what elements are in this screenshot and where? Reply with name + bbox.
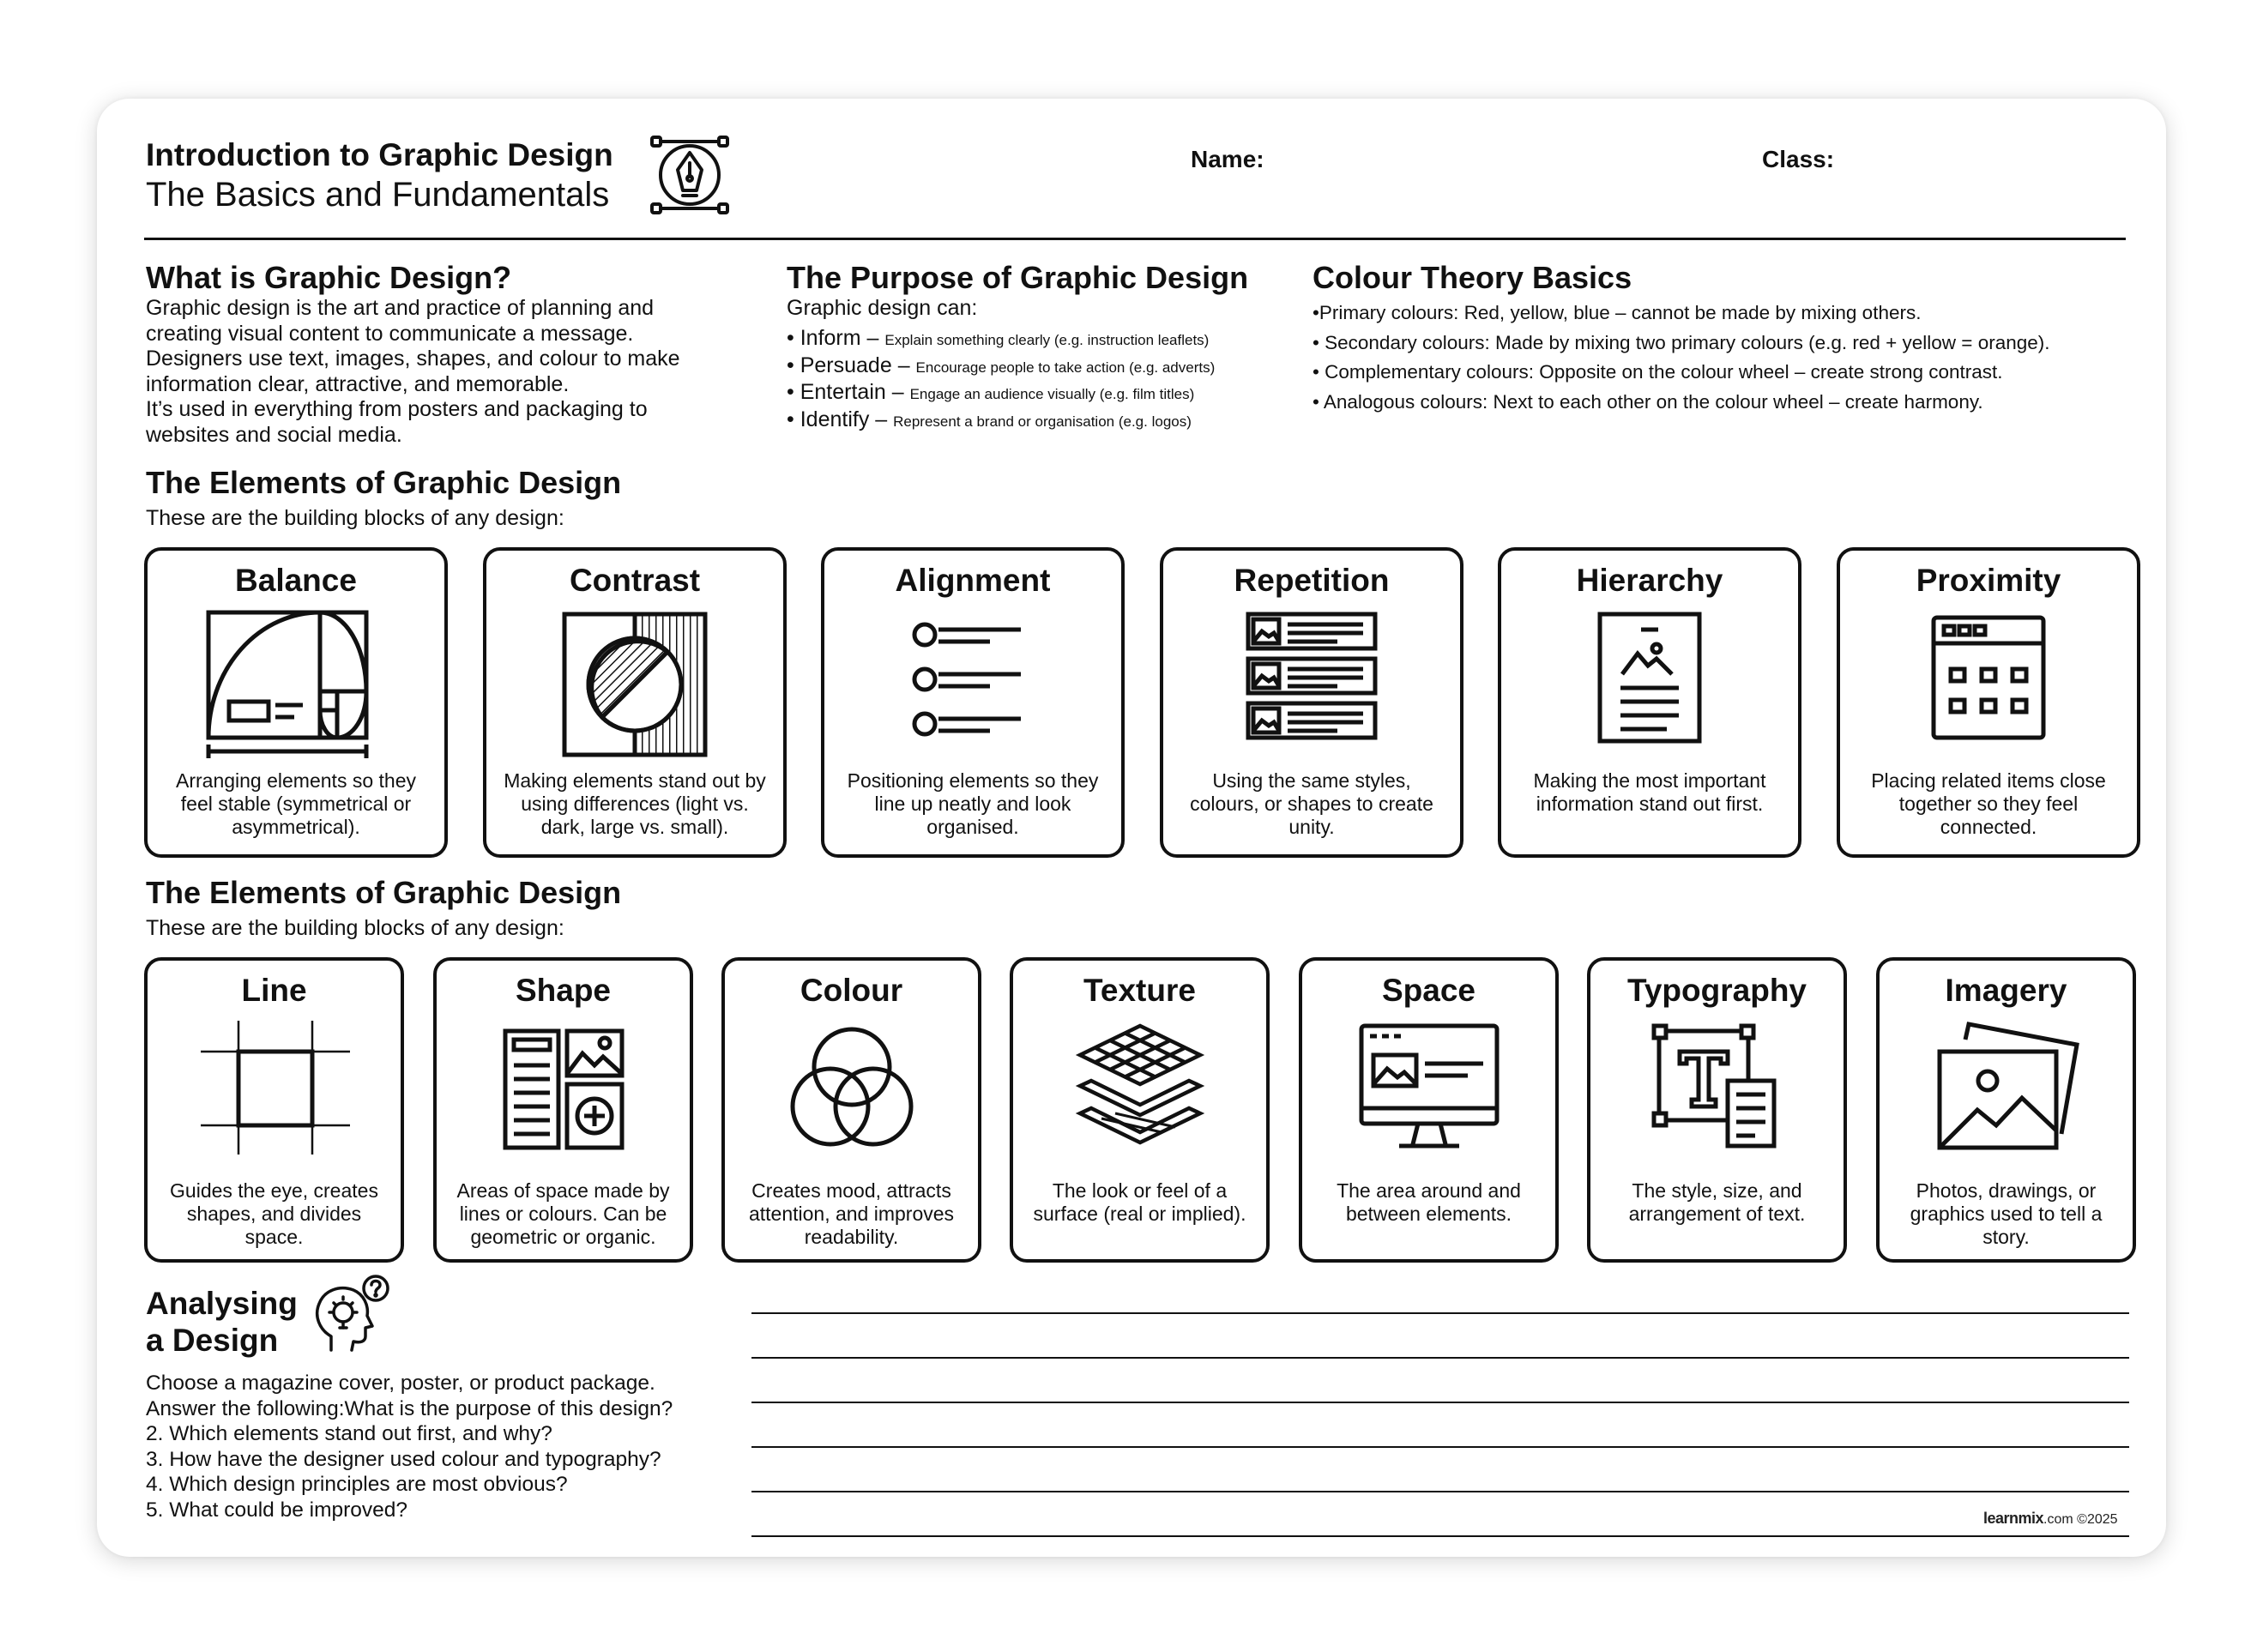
what-is-line: Designers use text, images, shapes, and colour to make [146,347,680,371]
card-description: Arranging elements so they feel stable (symmetrical or asymmetrical). [176,769,416,838]
card-description: Creates mood, attracts attention, and improves readability. [748,1179,955,1248]
card-title: Colour [800,973,903,1008]
card-description: Making the most important information stand out first. [1533,769,1766,815]
what-is-line: It’s used in everything from posters and packaging to [146,397,648,421]
repeat-cards-icon [1243,609,1380,746]
card-title: Hierarchy [1576,563,1723,598]
card-description: Photos, drawings, or graphics used to tell a story. [1910,1179,2103,1248]
principle-card-repetition [1160,547,1463,858]
colour-theory-list [1313,298,2050,417]
elements-subheading: These are the building blocks of any design: [146,916,564,940]
element-card-texture [1010,957,1270,1263]
colour-theory-heading: Colour Theory Basics [1313,260,1632,295]
element-card-line [144,957,404,1263]
answer-line[interactable] [751,1446,2129,1448]
analysis-question: Answer the following:What is the purpose of this design? [146,1396,673,1420]
element-card-shape [433,957,693,1263]
card-title: Contrast [569,563,701,598]
analysis-question: 4. Which design principles are most obvious? [146,1473,568,1496]
card-title: Texture [1083,973,1196,1008]
photos-icon [1931,1019,2082,1156]
pen-nib-icon [649,134,731,216]
line-square-icon [199,1019,350,1156]
card-title: Imagery [1945,973,2067,1008]
answer-line[interactable] [751,1312,2129,1314]
principle-card-alignment [821,547,1125,858]
header-divider [144,238,2126,240]
principle-card-hierarchy [1498,547,1801,858]
analysis-questions [146,1371,673,1522]
purpose-item: • Inform – Explain something clearly (e.g. instruction leaflets) [787,326,1210,350]
principle-card-contrast [483,547,787,858]
answer-line[interactable] [751,1491,2129,1492]
card-title: Shape [515,973,612,1008]
purpose-heading: The Purpose of Graphic Design [787,260,1249,295]
purpose-intro: Graphic design can: [787,296,978,320]
element-card-imagery [1876,957,2136,1263]
name-field-label: Name: [1191,146,1264,172]
what-is-line: Graphic design is the art and practice of planning and [146,296,655,320]
element-card-space [1299,957,1559,1263]
texture-layers-icon [1067,1019,1213,1156]
card-description: Guides the eye, creates shapes, and divides space. [170,1179,378,1248]
card-title: Balance [235,563,357,598]
answer-line[interactable] [751,1535,2129,1537]
card-description: Using the same styles, colours, or shapes to create unity. [1190,769,1433,838]
typography-icon [1649,1019,1786,1156]
purpose-list [787,326,1215,434]
purpose-item: • Entertain – Engage an audience visually (e.g. film titles) [787,380,1195,404]
card-description: Positioning elements so they line up neatly and look organised. [847,769,1099,838]
card-title: Alignment [895,563,1051,598]
colour-theory-item: • Complementary colours: Opposite on the colour wheel – create strong contrast. [1313,361,2003,383]
class-field-label: Class: [1762,146,1835,172]
card-title: Space [1381,973,1475,1008]
card-description: The area around and between elements. [1337,1179,1521,1225]
contrast-icon [559,609,710,760]
analysis-question: 3. How have the designer used colour and typography? [146,1447,661,1471]
grid-layout-icon [1920,609,2057,746]
element-card-colour [721,957,981,1263]
golden-ratio-icon [193,609,399,760]
card-title: Line [241,973,307,1008]
element-card-typography [1587,957,1847,1263]
principles-heading: The Elements of Graphic Design [146,465,622,500]
worksheet-subtitle: The Basics and Fundamentals [146,176,610,214]
what-is-line: creating visual content to communicate a message. [146,321,634,346]
document-hierarchy-icon [1581,609,1718,746]
card-description: Areas of space made by lines or colours. Can be geometric or organic. [456,1179,670,1248]
thinking-head-icon [309,1273,391,1355]
elements-heading: The Elements of Graphic Design [146,875,622,910]
purpose-item: • Persuade – Encourage people to take action (e.g. adverts) [787,353,1216,377]
colour-theory-item: • Analogous colours: Next to each other on the colour wheel – create harmony. [1313,390,1983,413]
what-is-line: websites and social media. [146,422,402,447]
answer-line[interactable] [751,1402,2129,1403]
card-description: Making elements stand out by using differences (light vs. dark, large vs. small). [504,769,766,838]
footer-brand: learnmix.com ©2025 [1983,1510,2118,1527]
purpose-item: • Identify – Represent a brand or organisation (e.g. logos) [787,407,1192,431]
analysis-question: Choose a magazine cover, poster, or product package. [146,1372,655,1395]
shapes-layout-icon [495,1019,632,1156]
principle-card-proximity [1837,547,2140,858]
colour-theory-item: •Primary colours: Red, yellow, blue – cannot be made by mixing others. [1313,302,1922,323]
principle-card-balance [144,547,448,858]
card-description: The look or feel of a surface (real or implied). [1033,1179,1246,1225]
analysis-heading: Analysing a Design [146,1286,298,1358]
analysis-question: 5. What could be improved? [146,1498,408,1522]
analysis-question: 2. Which elements stand out first, and why? [146,1422,552,1445]
what-is-body [146,296,763,448]
card-description: The style, size, and arrangement of text. [1628,1179,1806,1225]
what-is-line: information clear, attractive, and memorable. [146,371,570,396]
colour-circles-icon [779,1019,925,1156]
principles-subheading: These are the building blocks of any design: [146,506,564,530]
worksheet-title: Introduction to Graphic Design [146,137,613,172]
monitor-icon [1356,1019,1502,1156]
card-description: Placing related items close together so they feel connected. [1871,769,2106,838]
align-list-icon [904,609,1041,746]
card-title: Typography [1627,973,1807,1008]
card-title: Proximity [1916,563,2061,598]
answer-line[interactable] [751,1357,2129,1359]
what-is-heading: What is Graphic Design? [146,260,512,295]
colour-theory-item: • Secondary colours: Made by mixing two primary colours (e.g. red + yellow = orange). [1313,331,2050,353]
card-title: Repetition [1234,563,1390,598]
